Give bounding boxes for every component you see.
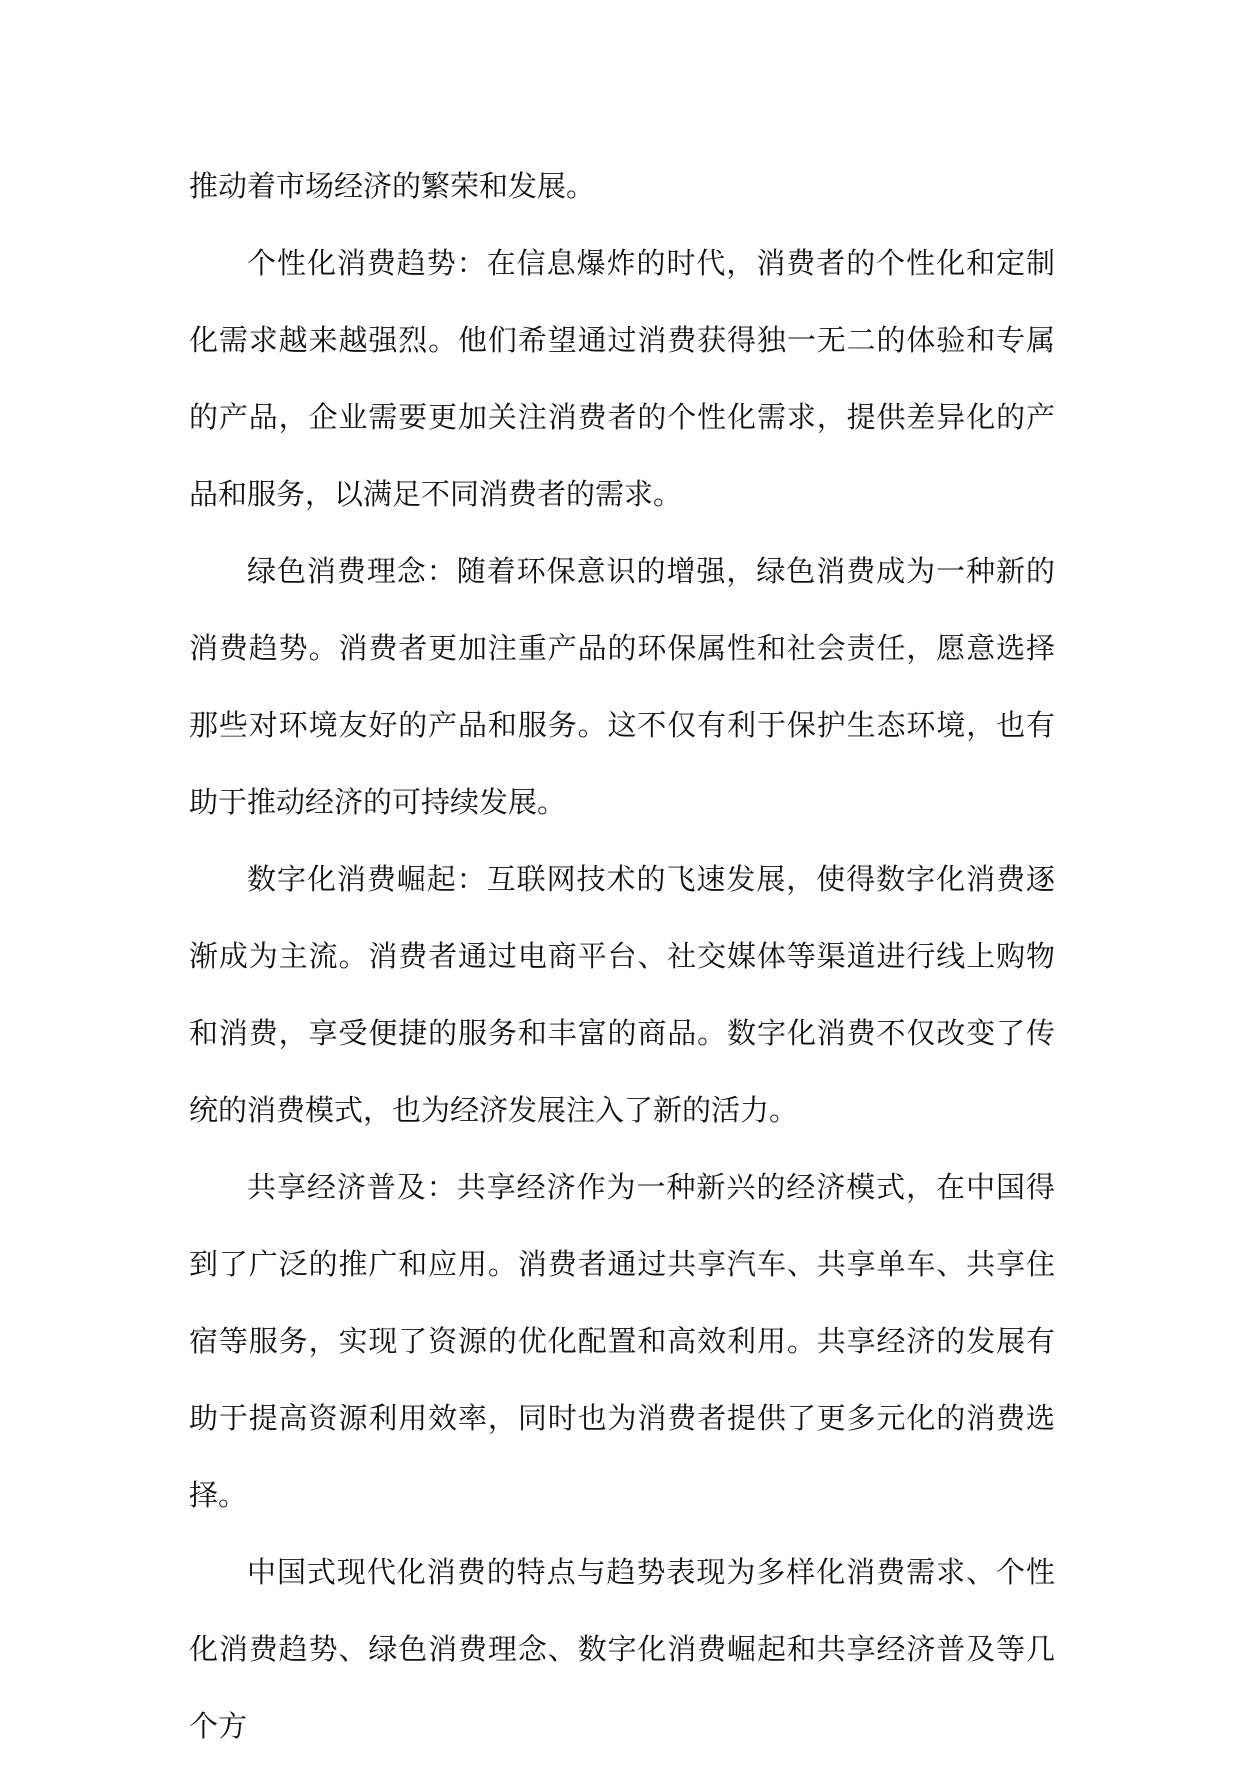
paragraph-digital-consumption: 数字化消费崛起：互联网技术的飞速发展，使得数字化消费逐渐成为主流。消费者通过电商平台、社交媒体等渠道进行线上购物和消费，享受便捷的服务和丰富的商品。数字化消费不仅改变了传统的消费模式，也为经济发展注入了新的活力。 <box>189 862 1055 1127</box>
paragraph-continued: 推动着市场经济的繁荣和发展。 <box>189 169 596 203</box>
paragraph-personalized-consumption: 个性化消费趋势：在信息爆炸的时代，消费者的个性化和定制化需求越来越强烈。他们希望通过消费获得独一无二的体验和专属的产品，企业需要更加关注消费者的个性化需求，提供差异化的产品和服务，以满足不同消费者的需求。 <box>189 246 1055 511</box>
paragraph-green-consumption: 绿色消费理念：随着环保意识的增强，绿色消费成为一种新的消费趋势。消费者更加注重产品的环保属性和社会责任，愿意选择那些对环境友好的产品和服务。这不仅有利于保护生态环境，也有助于推动经济的可持续发展。 <box>189 554 1055 819</box>
body-text <box>189 148 1055 1765</box>
paragraph-sharing-economy: 共享经济普及：共享经济作为一种新兴的经济模式，在中国得到了广泛的推广和应用。消费者通过共享汽车、共享单车、共享住宿等服务，实现了资源的优化配置和高效利用。共享经济的发展有助于提高资源利用效率，同时也为消费者提供了更多元化的消费选择。 <box>189 1170 1055 1512</box>
paragraph-summary: 中国式现代化消费的特点与趋势表现为多样化消费需求、个性化消费趋势、绿色消费理念、数字化消费崛起和共享经济普及等几个方 <box>189 1555 1055 1743</box>
